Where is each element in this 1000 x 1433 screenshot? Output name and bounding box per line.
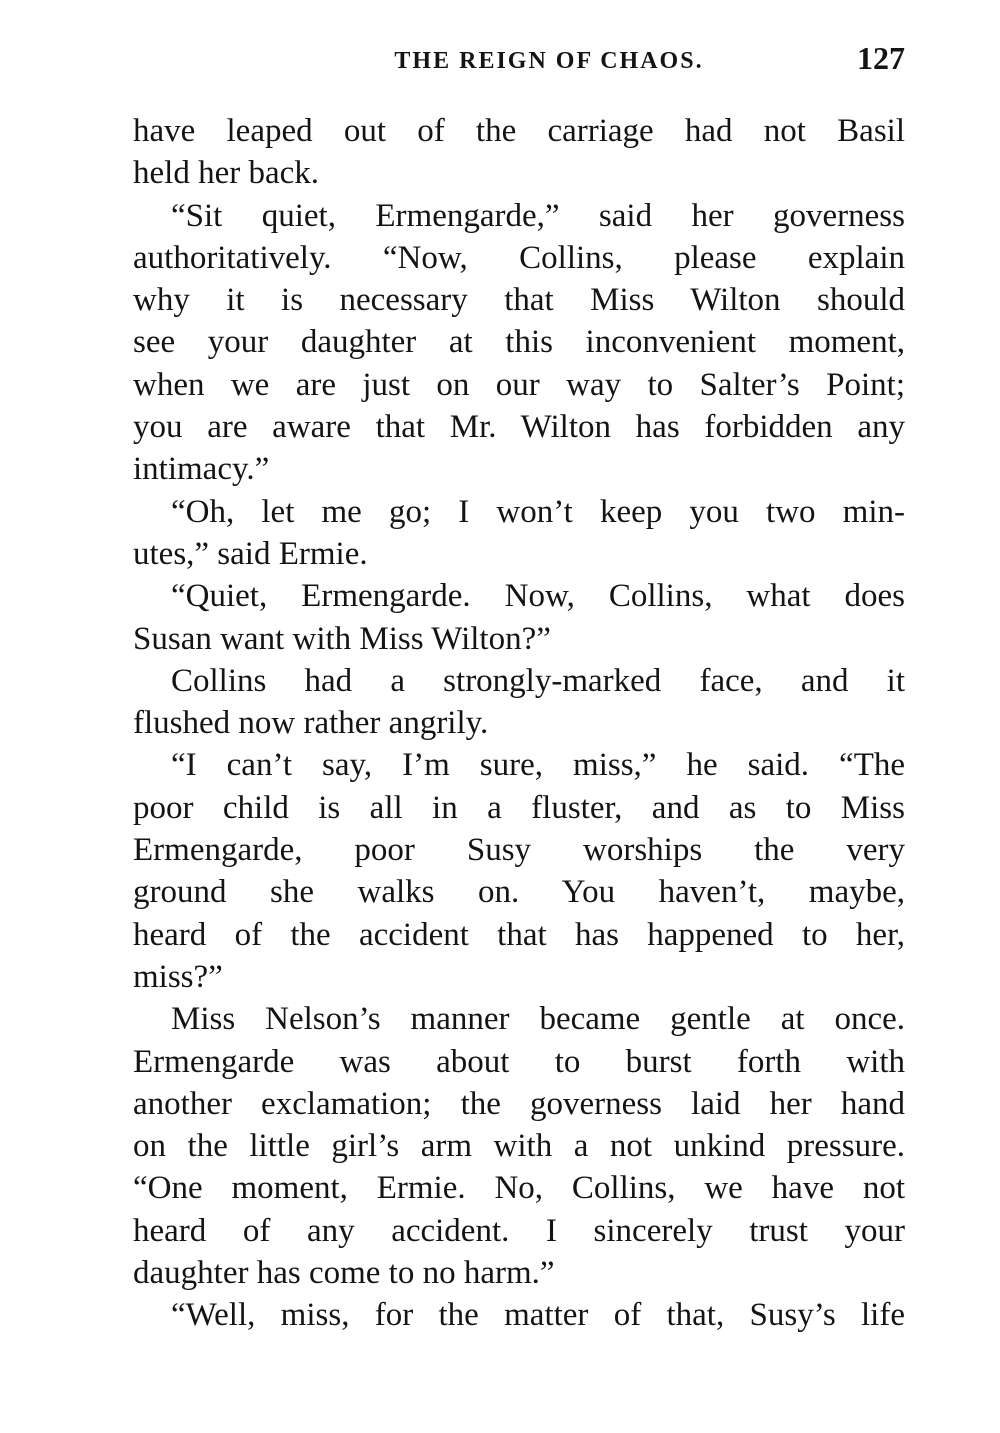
text-line: on the little girl’s arm with a not unkind pressure. <box>133 1128 905 1165</box>
text-line: intimacy.” <box>133 451 270 488</box>
text-line: Susan want with Miss Wilton?” <box>133 620 551 657</box>
text-line: daughter has come to no harm.” <box>133 1255 555 1292</box>
text-line: Ermengarde was about to burst forth with <box>133 1043 905 1080</box>
text-line: when we are just on our way to Salter’s Point; <box>133 366 905 403</box>
text-line: flushed now rather angrily. <box>133 705 489 742</box>
text-line: utes,” said Ermie. <box>133 535 368 572</box>
text-line: held her back. <box>133 155 319 192</box>
text-line: another exclamation; the governess laid her hand <box>133 1085 905 1122</box>
text-line: “One moment, Ermie. No, Collins, we have not <box>133 1170 905 1207</box>
text-line: you are aware that Mr. Wilton has forbidden any <box>133 409 905 446</box>
text-line: “Sit quiet, Ermengarde,” said her governess <box>171 197 905 234</box>
text-line: “I can’t say, I’m sure, miss,” he said. “The <box>171 747 905 784</box>
page-number: 127 <box>857 40 905 76</box>
text-line: “Oh, let me go; I won’t keep you two min- <box>171 493 905 530</box>
text-line: “Quiet, Ermengarde. Now, Collins, what does <box>171 578 905 615</box>
text-line: ground she walks on. You haven’t, maybe, <box>133 874 905 911</box>
running-head <box>133 40 905 80</box>
text-line: Collins had a strongly-marked face, and it <box>171 662 905 699</box>
text-line: poor child is all in a fluster, and as to Miss <box>133 789 905 826</box>
text-line: heard of any accident. I sincerely trust your <box>133 1212 905 1249</box>
text-line: see your daughter at this inconvenient moment, <box>133 324 905 361</box>
running-title: THE REIGN OF CHAOS. <box>394 48 704 74</box>
text-line: “Well, miss, for the matter of that, Susy’s life <box>171 1297 905 1334</box>
text-line: Ermengarde, poor Susy worships the very <box>133 832 905 869</box>
text-line: authoritatively. “Now, Collins, please explain <box>133 239 905 276</box>
text-line: heard of the accident that has happened to her, <box>133 916 905 953</box>
body-text <box>133 110 905 1337</box>
text-line: why it is necessary that Miss Wilton should <box>133 282 905 319</box>
text-line: miss?” <box>133 958 223 995</box>
text-line: have leaped out of the carriage had not Basil <box>133 113 905 149</box>
text-line: Miss Nelson’s manner became gentle at once. <box>171 1001 905 1038</box>
